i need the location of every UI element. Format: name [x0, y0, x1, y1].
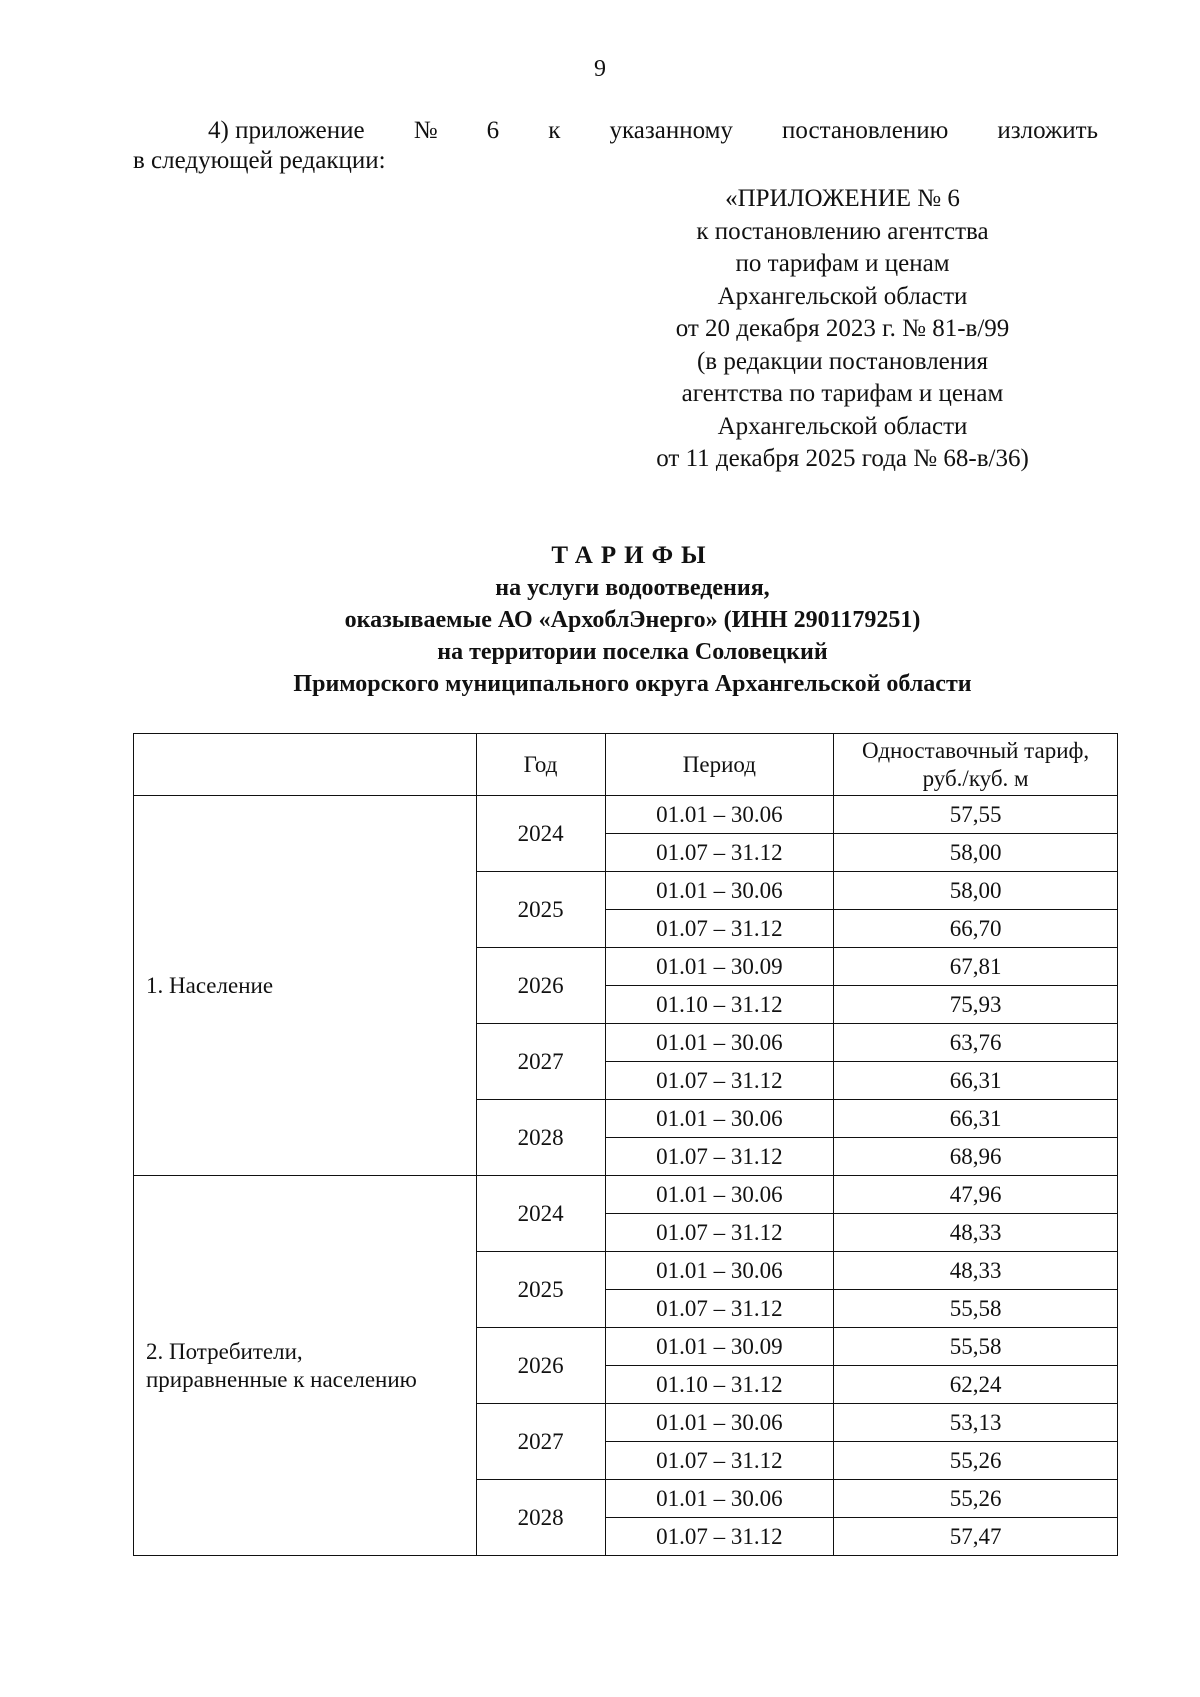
header-period: Период — [605, 734, 834, 796]
intro-line-1 — [133, 116, 1098, 146]
period-cell: 01.07 – 31.12 — [605, 834, 834, 872]
tariff-cell: 48,33 — [834, 1214, 1118, 1252]
tariff-cell: 53,13 — [834, 1404, 1118, 1442]
tariff-cell: 58,00 — [834, 872, 1118, 910]
period-cell: 01.10 – 31.12 — [605, 1366, 834, 1404]
category-line: приравненные к населению — [146, 1366, 417, 1392]
header-tariff-line: руб./куб. м — [922, 765, 1029, 791]
appendix-line: к постановлению агентства — [696, 217, 989, 245]
year-cell: 2026 — [476, 1328, 605, 1404]
appendix-line: от 20 декабря 2023 г. № 81-в/99 — [675, 315, 1010, 342]
appendix-line: Архангельской области — [717, 412, 968, 440]
table-row — [134, 1176, 1118, 1214]
tariff-cell: 48,33 — [834, 1252, 1118, 1290]
category-cell — [134, 796, 477, 1176]
period-cell: 01.01 – 30.06 — [605, 1252, 834, 1290]
tariff-cell: 57,47 — [834, 1518, 1118, 1556]
tariff-table — [133, 733, 1118, 1556]
period-cell: 01.01 – 30.06 — [605, 1176, 834, 1214]
period-cell: 01.01 – 30.06 — [605, 1100, 834, 1138]
period-cell: 01.01 – 30.06 — [605, 1024, 834, 1062]
table-row — [134, 796, 1118, 834]
year-cell: 2027 — [476, 1024, 605, 1100]
appendix-line: «ПРИЛОЖЕНИЕ № 6 — [725, 185, 960, 212]
intro-paragraph — [133, 116, 1098, 176]
period-cell: 01.01 – 30.06 — [605, 1404, 834, 1442]
period-cell: 01.07 – 31.12 — [605, 1138, 834, 1176]
appendix-line: агентства по тарифам и ценам — [681, 380, 1004, 407]
period-cell: 01.01 – 30.06 — [605, 872, 834, 910]
appendix-line: от 11 декабря 2025 года № 68-в/36) — [656, 445, 1029, 472]
header-tariff-line: Одноставочный тариф, — [862, 737, 1090, 763]
year-cell: 2024 — [476, 1176, 605, 1252]
header-tariff — [834, 734, 1118, 796]
appendix-header — [610, 183, 1075, 476]
tariff-cell: 55,26 — [834, 1480, 1118, 1518]
category-cell — [134, 1176, 477, 1556]
title-line: Приморского муниципального округа Архангельской области — [293, 671, 972, 697]
title-main: ТАРИФЫ — [551, 542, 714, 569]
tariff-cell: 47,96 — [834, 1176, 1118, 1214]
tariff-cell: 68,96 — [834, 1138, 1118, 1176]
tariff-cell: 55,26 — [834, 1442, 1118, 1480]
tariff-cell: 55,58 — [834, 1328, 1118, 1366]
period-cell: 01.01 – 30.09 — [605, 948, 834, 986]
page-number: 9 — [594, 56, 606, 82]
tariff-cell: 57,55 — [834, 796, 1118, 834]
intro-word: к — [548, 117, 561, 144]
period-cell: 01.01 – 30.09 — [605, 1328, 834, 1366]
intro-word: указанному — [609, 117, 733, 144]
year-cell: 2026 — [476, 948, 605, 1024]
period-cell: 01.07 – 31.12 — [605, 1442, 834, 1480]
tariff-cell: 66,31 — [834, 1062, 1118, 1100]
table-body — [134, 796, 1118, 1556]
year-cell: 2028 — [476, 1100, 605, 1176]
year-cell: 2027 — [476, 1404, 605, 1480]
tariff-cell: 67,81 — [834, 948, 1118, 986]
title-line: оказываемые АО «АрхоблЭнерго» (ИНН 2901179251) — [344, 607, 921, 633]
intro-word: 4) приложение — [208, 117, 365, 144]
tariff-cell: 58,00 — [834, 834, 1118, 872]
title-line: на территории поселка Соловецкий — [437, 639, 828, 665]
appendix-line: по тарифам и ценам — [735, 250, 950, 277]
period-cell: 01.07 – 31.12 — [605, 910, 834, 948]
intro-word: 6 — [486, 117, 500, 144]
appendix-line: (в редакции постановления — [696, 347, 989, 375]
document-title — [160, 540, 1105, 700]
period-cell: 01.01 – 30.06 — [605, 1480, 834, 1518]
tariff-cell: 62,24 — [834, 1366, 1118, 1404]
appendix-line: Архангельской области — [717, 282, 968, 310]
table-header-row — [134, 734, 1118, 796]
header-year: Год — [476, 734, 605, 796]
period-cell: 01.01 – 30.06 — [605, 796, 834, 834]
year-cell: 2028 — [476, 1480, 605, 1556]
period-cell: 01.10 – 31.12 — [605, 986, 834, 1024]
tariff-cell: 75,93 — [834, 986, 1118, 1024]
tariff-cell: 55,58 — [834, 1290, 1118, 1328]
year-cell: 2025 — [476, 1252, 605, 1328]
title-line: на услуги водоотведения, — [495, 575, 770, 601]
intro-word: постановлению — [782, 117, 949, 144]
period-cell: 01.07 – 31.12 — [605, 1062, 834, 1100]
category-line: 2. Потребители, — [146, 1338, 303, 1364]
header-category — [134, 734, 477, 796]
period-cell: 01.07 – 31.12 — [605, 1290, 834, 1328]
period-cell: 01.07 – 31.12 — [605, 1214, 834, 1252]
tariff-cell: 63,76 — [834, 1024, 1118, 1062]
tariff-cell: 66,31 — [834, 1100, 1118, 1138]
year-cell: 2024 — [476, 796, 605, 872]
intro-line-2: в следующей редакции: — [133, 147, 386, 174]
period-cell: 01.07 – 31.12 — [605, 1518, 834, 1556]
year-cell: 2025 — [476, 872, 605, 948]
tariff-cell: 66,70 — [834, 910, 1118, 948]
intro-word: № — [413, 117, 438, 144]
category-line: 1. Население — [146, 972, 274, 998]
intro-word: изложить — [997, 117, 1098, 144]
